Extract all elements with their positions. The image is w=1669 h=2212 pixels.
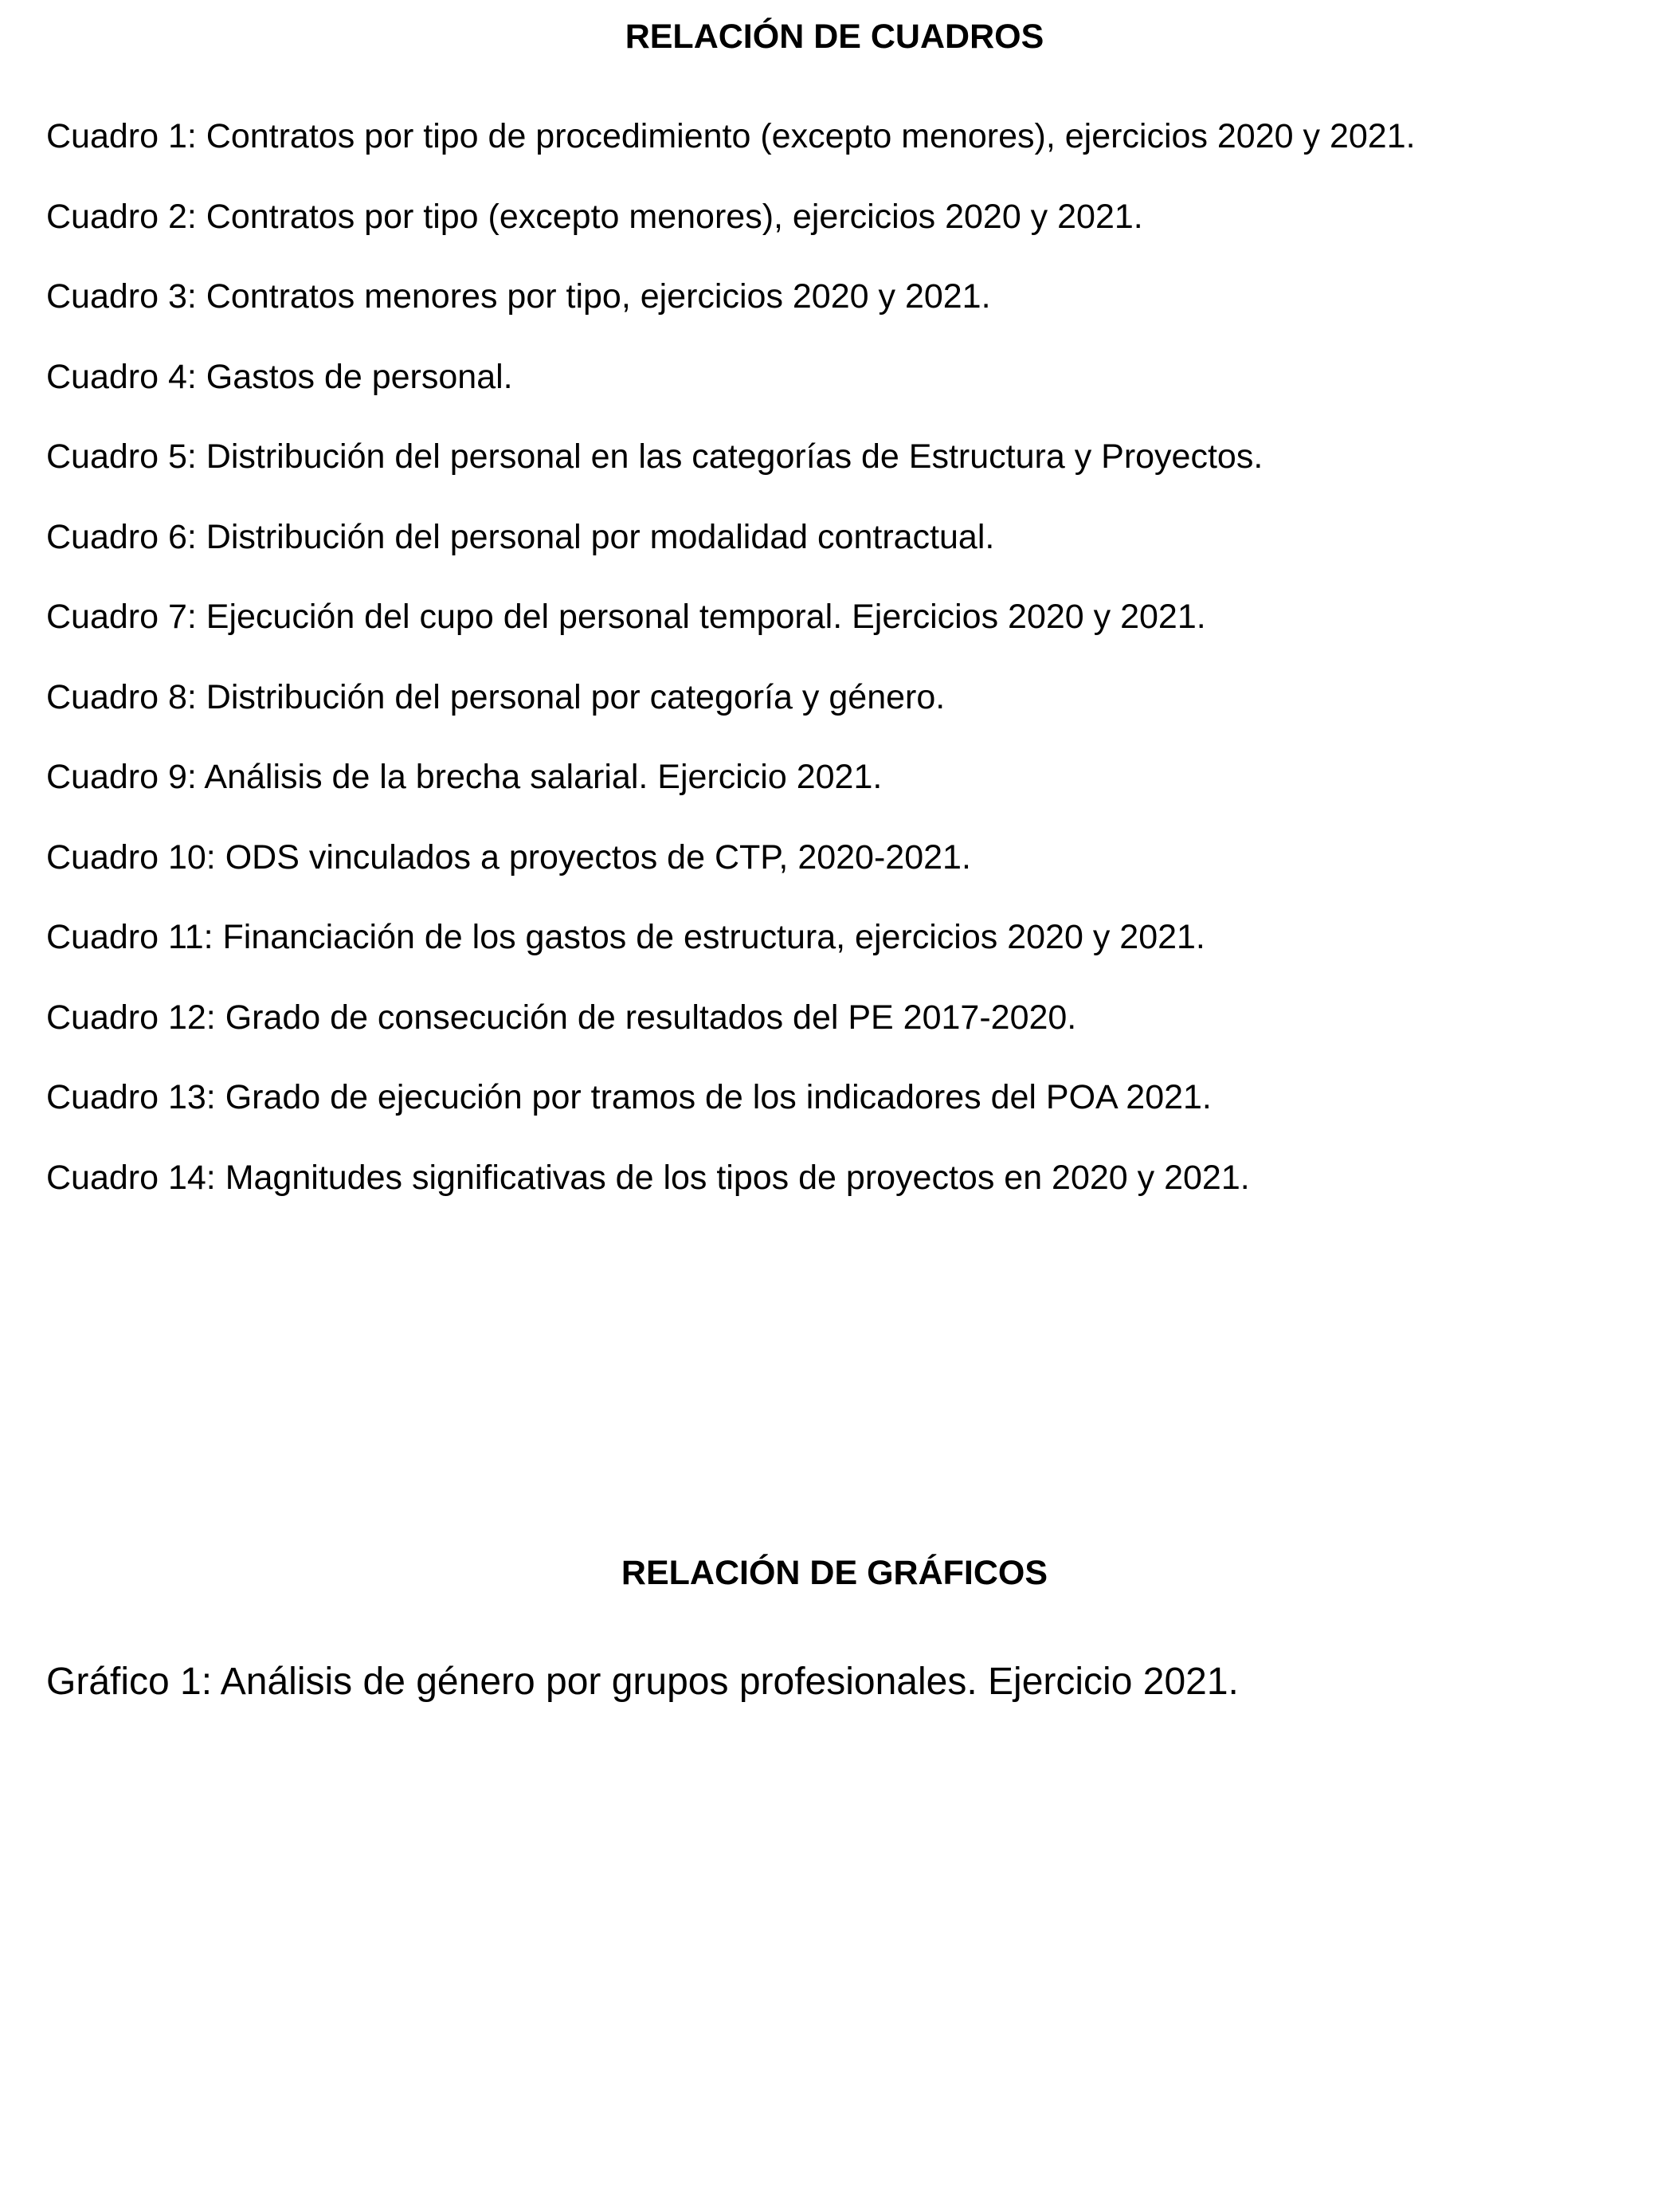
- cuadro-item: Cuadro 8: Distribución del personal por categoría y género.: [46, 677, 946, 716]
- cuadro-item: Cuadro 11: Financiación de los gastos de estructura, ejercicios 2020 y 2021.: [46, 918, 1205, 956]
- grafico-item: Gráfico 1: Análisis de género por grupos profesionales. Ejercicio 2021.: [46, 1661, 1239, 1703]
- cuadro-item: Cuadro 12: Grado de consecución de resultados del PE 2017-2020.: [46, 998, 1077, 1037]
- graficos-list: [46, 1659, 1239, 1705]
- cuadro-item: Cuadro 10: ODS vinculados a proyectos de CTP, 2020-2021.: [46, 837, 971, 877]
- cuadros-section-title: RELACIÓN DE CUADROS: [625, 18, 1044, 56]
- cuadro-item: Cuadro 2: Contratos por tipo (excepto menores), ejercicios 2020 y 2021.: [46, 197, 1143, 236]
- cuadro-item: Cuadro 9: Análisis de la brecha salarial. Ejercicio 2021.: [46, 758, 883, 796]
- cuadro-item: Cuadro 13: Grado de ejecución por tramos de los indicadores del POA 2021.: [46, 1078, 1212, 1116]
- cuadro-item: Cuadro 5: Distribución del personal en las categorías de Estructura y Proyectos.: [46, 437, 1264, 476]
- cuadro-item: Cuadro 7: Ejecución del cupo del personal temporal. Ejercicios 2020 y 2021.: [46, 598, 1206, 636]
- cuadro-item: Cuadro 14: Magnitudes significativas de los tipos de proyectos en 2020 y 2021.: [46, 1158, 1250, 1197]
- cuadro-item: Cuadro 6: Distribución del personal por modalidad contractual.: [46, 517, 995, 556]
- cuadro-item: Cuadro 1: Contratos por tipo de procedimiento (excepto menores), ejercicios 2020 y 2021.: [46, 117, 1416, 155]
- cuadros-list: [46, 116, 1416, 1237]
- cuadro-item: Cuadro 4: Gastos de personal.: [46, 357, 513, 396]
- cuadro-item: Cuadro 3: Contratos menores por tipo, ejercicios 2020 y 2021.: [46, 277, 991, 316]
- graficos-section-title: RELACIÓN DE GRÁFICOS: [621, 1554, 1048, 1592]
